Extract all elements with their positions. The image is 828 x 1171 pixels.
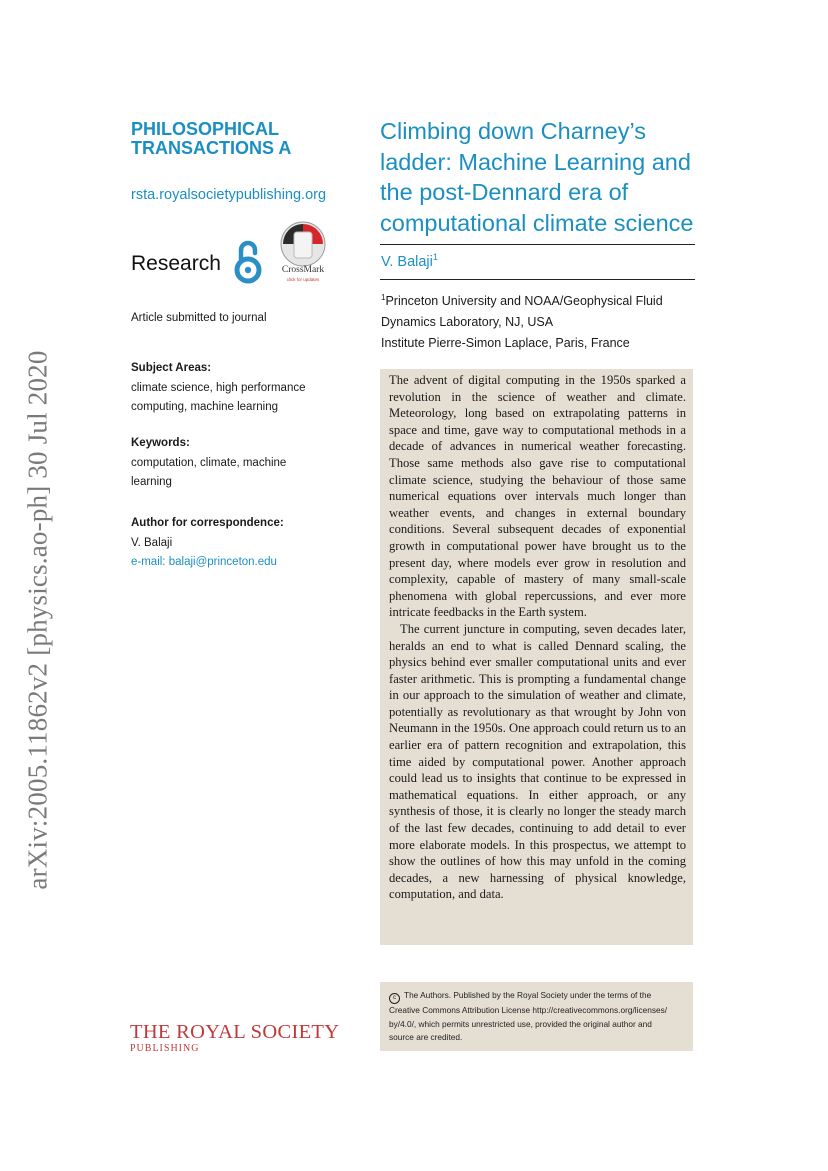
author-name: V. Balaji: [381, 254, 433, 270]
author-affiliation-mark: 1: [432, 252, 438, 262]
submission-note: Article submitted to journal: [131, 312, 267, 324]
abstract-text: [389, 372, 686, 903]
correspondence-email-row: [131, 553, 346, 573]
keywords-line: computation, climate, machine: [131, 456, 287, 469]
publisher-sub: PUBLISHING: [130, 1043, 200, 1054]
correspondence-block: [131, 514, 346, 573]
affiliation-line: $^1$Princeton University and NOAA/Geophysical Fluid: [381, 293, 663, 308]
journal-url-link[interactable]: rsta.royalsocietypublishing.org: [131, 187, 327, 203]
email-link[interactable]: balaji@princeton.edu: [168, 556, 277, 568]
affiliation-line: Dynamics Laboratory, NJ, USA: [381, 315, 554, 329]
journal-name-line1: PHILOSOPHICAL: [131, 119, 280, 139]
license-line: source are credited.: [389, 1032, 463, 1043]
abstract-paragraph: The advent of digital computing in the 1950s sparked a revolution in the science of weather and climate. Meteorology, long based on extrapolating patterns in space and time, gave way to computational methods in a decade of advances in numerical weather forecasting. Those same methods also gave rise to computational climate science, studying the behaviour of those same numerical equations over intervals much longer than weather events, and changes in external boundary conditions. Several subsequent decades of exponential growth in computational power have brought us to the present day, where models ever grow in resolution and complexity, capable of mastery of many small-scale phenomena with global repercussions, and ever more intricate feedbacks in the Earth system.: [389, 373, 686, 620]
license-line: The Authors. Published by the Royal Society under the terms of the: [404, 990, 652, 1000]
crossmark-sublabel: click for updates: [286, 277, 320, 282]
subject-areas-line: climate science, high performance: [131, 381, 306, 394]
title-rule-bottom: [380, 279, 695, 280]
subject-areas-line: computing, machine learning: [131, 401, 279, 413]
arxiv-identifier-stamp: arXiv:2005.11862v2 [physics.ao-ph] 30 Jul 2020: [22, 350, 53, 890]
keywords-line: learning: [131, 476, 172, 488]
keywords-heading: Keywords:: [131, 437, 190, 449]
title-line: the post-Dennard era of: [380, 179, 629, 205]
title-line: computational climate science: [380, 209, 694, 236]
affiliation-line: Institute Pierre-Simon Laplace, Paris, France: [381, 336, 630, 350]
email-label: e-mail:: [131, 556, 166, 568]
keywords-block: [131, 434, 346, 493]
title-rule-top: [380, 244, 695, 245]
subject-areas-heading: Subject Areas:: [131, 362, 212, 374]
publisher-name: THE ROYAL SOCIETY: [130, 1021, 340, 1043]
journal-name: [131, 120, 351, 158]
license-line: Creative Commons Attribution License http://creativecommons.org/licenses/: [389, 1005, 668, 1015]
author-line: [381, 252, 438, 270]
title-line: Climbing down Charney’s: [380, 118, 647, 144]
open-access-lock-icon: [232, 239, 264, 285]
license-text: [389, 989, 687, 1045]
copyright-icon: c: [389, 993, 400, 1004]
crossmark-icon: [274, 220, 332, 268]
royal-society-publishing-logo: [130, 1021, 350, 1055]
correspondence-heading: Author for correspondence:: [131, 517, 284, 529]
article-type-label: Research: [131, 252, 221, 275]
subject-areas-block: [131, 359, 346, 418]
crossmark-label: CrossMark: [281, 265, 325, 275]
journal-name-line2: TRANSACTIONS A: [131, 138, 292, 158]
paper-title: [380, 116, 700, 238]
license-line: by/4.0/, which permits unrestricted use, provided the original author and: [389, 1018, 652, 1029]
abstract-paragraph: The current juncture in computing, seven decades later, heralds an end to what is called Dennard scaling, the physics behind ever smaller computational units and ever faster arithmetic. This is prompting a fundamental change in our approach to the simulation of weather and climate, potentially as revolutionary as that wrought by John von Neumann in the 1950s. One approach could return us to an earlier era of pattern recognition and extrapolation, this time aided by computational power. Another approach could lead us to insights that continue to be expressed in mathematical equations. In either approach, or any synthesis of those, it is clearly no longer the steady march of the last few decades, continuing to add detail to ever more elaborate models. In this prospectus, we attempt to show the outlines of how this may unfold in the coming decades, a new harnessing of physical knowledge, computation, and data.: [389, 621, 686, 902]
title-line: ladder: Machine Learning and: [380, 148, 691, 175]
correspondence-name: V. Balaji: [131, 536, 173, 549]
affiliation-block: [381, 287, 701, 354]
affiliation-mark: 1: [381, 293, 386, 302]
